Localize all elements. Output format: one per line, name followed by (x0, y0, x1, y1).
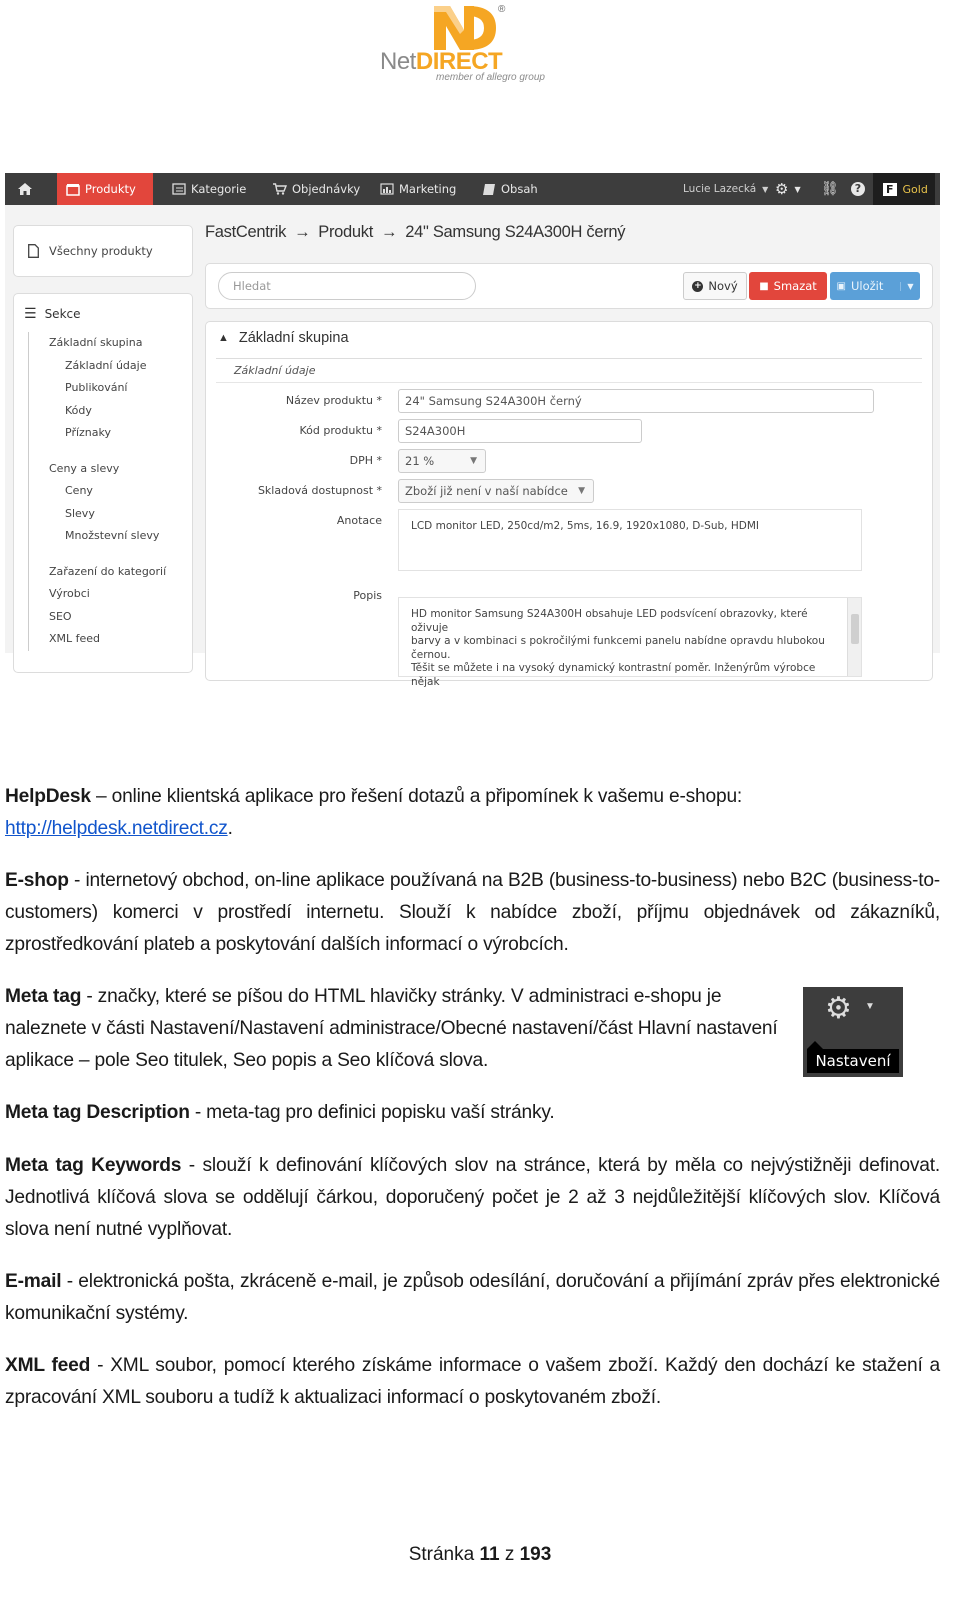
eshop-term: E-shop (5, 870, 69, 891)
scrollbar[interactable] (847, 598, 861, 676)
scrollbar-thumb[interactable] (851, 614, 859, 644)
logo-direct: DIRECT (415, 48, 503, 75)
help-button[interactable] (841, 173, 875, 205)
annotation-text: LCD monitor LED, 250cd/m2, 5ms, 16.9, 1920x1080, D-Sub, HDMI (411, 520, 759, 532)
nastaveni-tooltip: Nastavení (807, 1049, 899, 1073)
description-line: Těšit se můžete i na vysoký dynamický kontrastní poměr. Inženýrům výrobce nějak (411, 662, 816, 688)
sidebar-item-priznaky[interactable]: Příznaky (28, 422, 182, 445)
footer-prefix: Stránka (408, 1544, 480, 1565)
group-header[interactable] (218, 330, 349, 346)
description-editor[interactable] (398, 597, 862, 688)
helpdesk-link[interactable]: http://helpdesk.netdirect.cz (5, 818, 228, 839)
chevron-down-icon: ▼ (762, 184, 769, 194)
menu-icon: ☰ (24, 306, 37, 322)
breadcrumb-fastcentrik[interactable]: FastCentrik (205, 223, 287, 241)
nav-obsah[interactable] (473, 173, 548, 205)
save-button[interactable] (830, 272, 920, 300)
name-label: Název produktu * (285, 394, 382, 407)
fastcentrik-icon: F (883, 183, 897, 196)
meta-term: Meta tag (5, 986, 82, 1007)
link-icon: ⛓ (821, 181, 839, 197)
sidebar-item-zakladni-skupina[interactable]: Základní skupina (28, 332, 182, 355)
product-name-input[interactable]: 24" Samsung S24A300H černý (398, 389, 874, 413)
gold-label: Gold (902, 182, 928, 196)
chevron-up-icon: ▲ (218, 332, 229, 344)
save-icon: ▣ (836, 280, 846, 292)
annotation-textarea[interactable] (398, 509, 862, 571)
description-label: Popis (353, 589, 382, 602)
gold-badge-button[interactable] (873, 173, 935, 205)
admin-screenshot (5, 173, 940, 688)
logo-wordmark (380, 48, 560, 75)
stock-select[interactable] (398, 479, 594, 503)
netdirect-logo-mark-icon (430, 4, 498, 52)
sidebar-item-ceny-a-slevy[interactable]: Ceny a slevy (28, 458, 182, 481)
logo-tagline: member of allegro group (436, 72, 545, 83)
sidebar-header (24, 306, 182, 322)
new-button-label: Nový (708, 279, 738, 293)
sidebar-item-mnozstevni-slevy[interactable]: Množstevní slevy (28, 525, 182, 548)
plus-circle-icon: + (694, 280, 702, 291)
section-tree (24, 332, 182, 651)
breadcrumb-produkt[interactable]: Produkt (318, 223, 374, 241)
bar-chart-icon (381, 184, 393, 194)
nav-objednavky-label: Objednávky (292, 182, 361, 196)
annotation-label: Anotace (336, 514, 382, 527)
nav-objednavky[interactable] (263, 173, 370, 205)
user-menu[interactable] (673, 173, 778, 205)
sidebar-item-seo[interactable]: SEO (28, 606, 182, 629)
eshop-definition (5, 865, 940, 961)
divider (216, 358, 922, 359)
xml-feed-definition (5, 1350, 940, 1414)
page-footer (0, 1544, 960, 1566)
helpdesk-definition (5, 781, 940, 845)
vat-select[interactable] (398, 449, 486, 473)
desc-term: Meta tag Description (5, 1102, 190, 1123)
logo-net: Net (380, 48, 416, 75)
delete-button[interactable] (749, 272, 827, 300)
user-name: Lucie Lazecká (683, 183, 757, 195)
nav-kategorie[interactable] (163, 173, 256, 205)
helpdesk-desc: – online klientská aplikace pro řešení dotazů a připomínek k vašemu e-shopu: (90, 786, 743, 807)
chevron-down-icon: ▼ (794, 184, 801, 194)
nastaveni-screenshot (803, 987, 903, 1077)
new-button[interactable] (683, 272, 747, 300)
product-code-input[interactable]: S24A300H (398, 419, 642, 443)
chevron-down-icon: ▼ (865, 1001, 875, 1012)
code-label: Kód produktu * (299, 424, 382, 437)
file-icon (28, 244, 39, 258)
breadcrumb (205, 223, 625, 242)
chevron-down-icon[interactable]: ▼ (900, 282, 913, 291)
trash-icon: ■ (759, 280, 769, 292)
kw-desc: - slouží k definování klíčových slov na stránce, která by měla co nejvýstižněji definovat. Jednotlivá klíčová slova se oddělují čárkou, doporučený počet je 2 až 3 nejdůležitější klíčových slov. Klíčová slova není nutné vyplňovat. (5, 1155, 940, 1240)
gear-icon: ⚙ (825, 992, 852, 1025)
email-term: E-mail (5, 1271, 62, 1292)
registered-mark: ® (498, 4, 506, 15)
footer-middle: z (499, 1544, 520, 1565)
email-desc: - elektronická pošta, zkráceně e-mail, je způsob odesílání, doručování a přijímání zpráv přes elektronické komunikační systémy. (5, 1271, 940, 1324)
sidebar-item-zakladni-udaje[interactable]: Základní údaje (28, 355, 182, 378)
email-definition (5, 1266, 940, 1330)
xml-term: XML feed (5, 1355, 91, 1376)
box-icon (67, 184, 79, 195)
xml-desc: - XML soubor, pomocí kterého získáme informace o vašem zboží. Každý den dochází ke stažení a zpracování XML souboru a tudíž k aktualizaci informací o poskytovaném zboží. (5, 1355, 940, 1408)
list-icon (173, 184, 185, 194)
nav-produkty-label: Produkty (85, 182, 136, 196)
netdirect-logo (380, 4, 560, 84)
sidebar-item-publikovani[interactable]: Publikování (28, 377, 182, 400)
settings-button[interactable] (765, 173, 811, 205)
eshop-desc: - internetový obchod, on-line aplikace používaná na B2B (business-to-business) nebo B2C (business-to-customers) komerci v prostředí internetu. Slouží k nabídce zboží, příjmu objednávek od zákazníků, zprostředkování plateb a poskytování dalších informací o výrobcích. (5, 870, 940, 955)
subgroup-title: Základní údaje (234, 364, 316, 377)
tooltip-arrow (807, 1041, 823, 1049)
tree-spacer (28, 548, 182, 561)
sidebar-item-kody[interactable]: Kódy (28, 400, 182, 423)
nav-obsah-label: Obsah (501, 182, 538, 196)
stock-select-value: Zboží již není v naší nabídce (405, 484, 568, 498)
arrow-right-icon: → (294, 223, 311, 241)
delete-button-label: Smazat (773, 279, 817, 293)
meta-tag-definition (5, 981, 795, 1077)
all-products-label: Všechny produkty (49, 244, 153, 258)
save-button-label: Uložit (850, 279, 884, 293)
cart-icon (273, 184, 286, 195)
nav-marketing-label: Marketing (399, 182, 457, 196)
sidebar-title: Sekce (44, 307, 81, 321)
tree-spacer (28, 445, 182, 458)
helpdesk-end: . (227, 818, 233, 839)
section-sidebar (13, 293, 193, 673)
page-total: 193 (519, 1544, 552, 1565)
vat-select-value: 21 % (405, 454, 435, 468)
help-icon: ? (851, 182, 865, 196)
admin-topbar (5, 173, 940, 205)
kw-term: Meta tag Keywords (5, 1155, 182, 1176)
chevron-down-icon: ▼ (578, 486, 585, 496)
sidebar-item-xml-feed[interactable]: XML feed (28, 628, 182, 651)
document-icon (483, 184, 495, 195)
stock-label: Skladová dostupnost * (257, 484, 382, 497)
product-toolbar (205, 263, 933, 309)
meta-keywords-definition (5, 1150, 940, 1246)
product-form (205, 321, 933, 688)
meta-desc: - značky, které se píšou do HTML hlavičky stránky. V administraci e-shopu je naleznete v části Nastavení/Nastavení administrace/Obecné nastavení/část Hlavní nastavení aplikace – pole Seo titulek, Seo popis a Seo klíčová slova. (5, 986, 778, 1071)
arrow-right-icon: → (381, 223, 398, 241)
nav-kategorie-label: Kategorie (191, 182, 247, 196)
page-number: 11 (479, 1544, 500, 1565)
meta-description-definition (5, 1097, 940, 1129)
all-products-button[interactable] (13, 225, 193, 277)
vat-label: DPH * (349, 454, 382, 467)
sidebar-item-slevy[interactable]: Slevy (28, 503, 182, 526)
chevron-down-icon: ▼ (470, 456, 477, 466)
group-title: Základní skupina (238, 330, 349, 346)
description-line: barvy a v kombinaci s pokročilými funkcemi panelu nabídne opravdu hlubokou černou. (411, 635, 825, 661)
search-input[interactable]: Hledat (218, 272, 476, 300)
home-icon (18, 183, 32, 195)
helpdesk-term: HelpDesk (5, 786, 91, 807)
sidebar-item-ceny[interactable]: Ceny (28, 480, 182, 503)
divider (216, 382, 922, 383)
sidebar-item-vyrobci[interactable]: Výrobci (28, 583, 182, 606)
nav-marketing[interactable] (371, 173, 466, 205)
gear-icon: ⚙ (775, 180, 789, 198)
desc-desc: - meta-tag pro definici popisku vaší stránky. (189, 1102, 555, 1123)
nav-produkty[interactable] (57, 173, 153, 205)
sidebar-item-zarazeni[interactable]: Zařazení do kategorií (28, 561, 182, 584)
description-line: HD monitor Samsung S24A300H obsahuje LED podsvícení obrazovky, které oživuje (411, 608, 808, 634)
home-button[interactable] (5, 173, 45, 205)
breadcrumb-current: 24" Samsung S24A300H černý (405, 223, 626, 241)
